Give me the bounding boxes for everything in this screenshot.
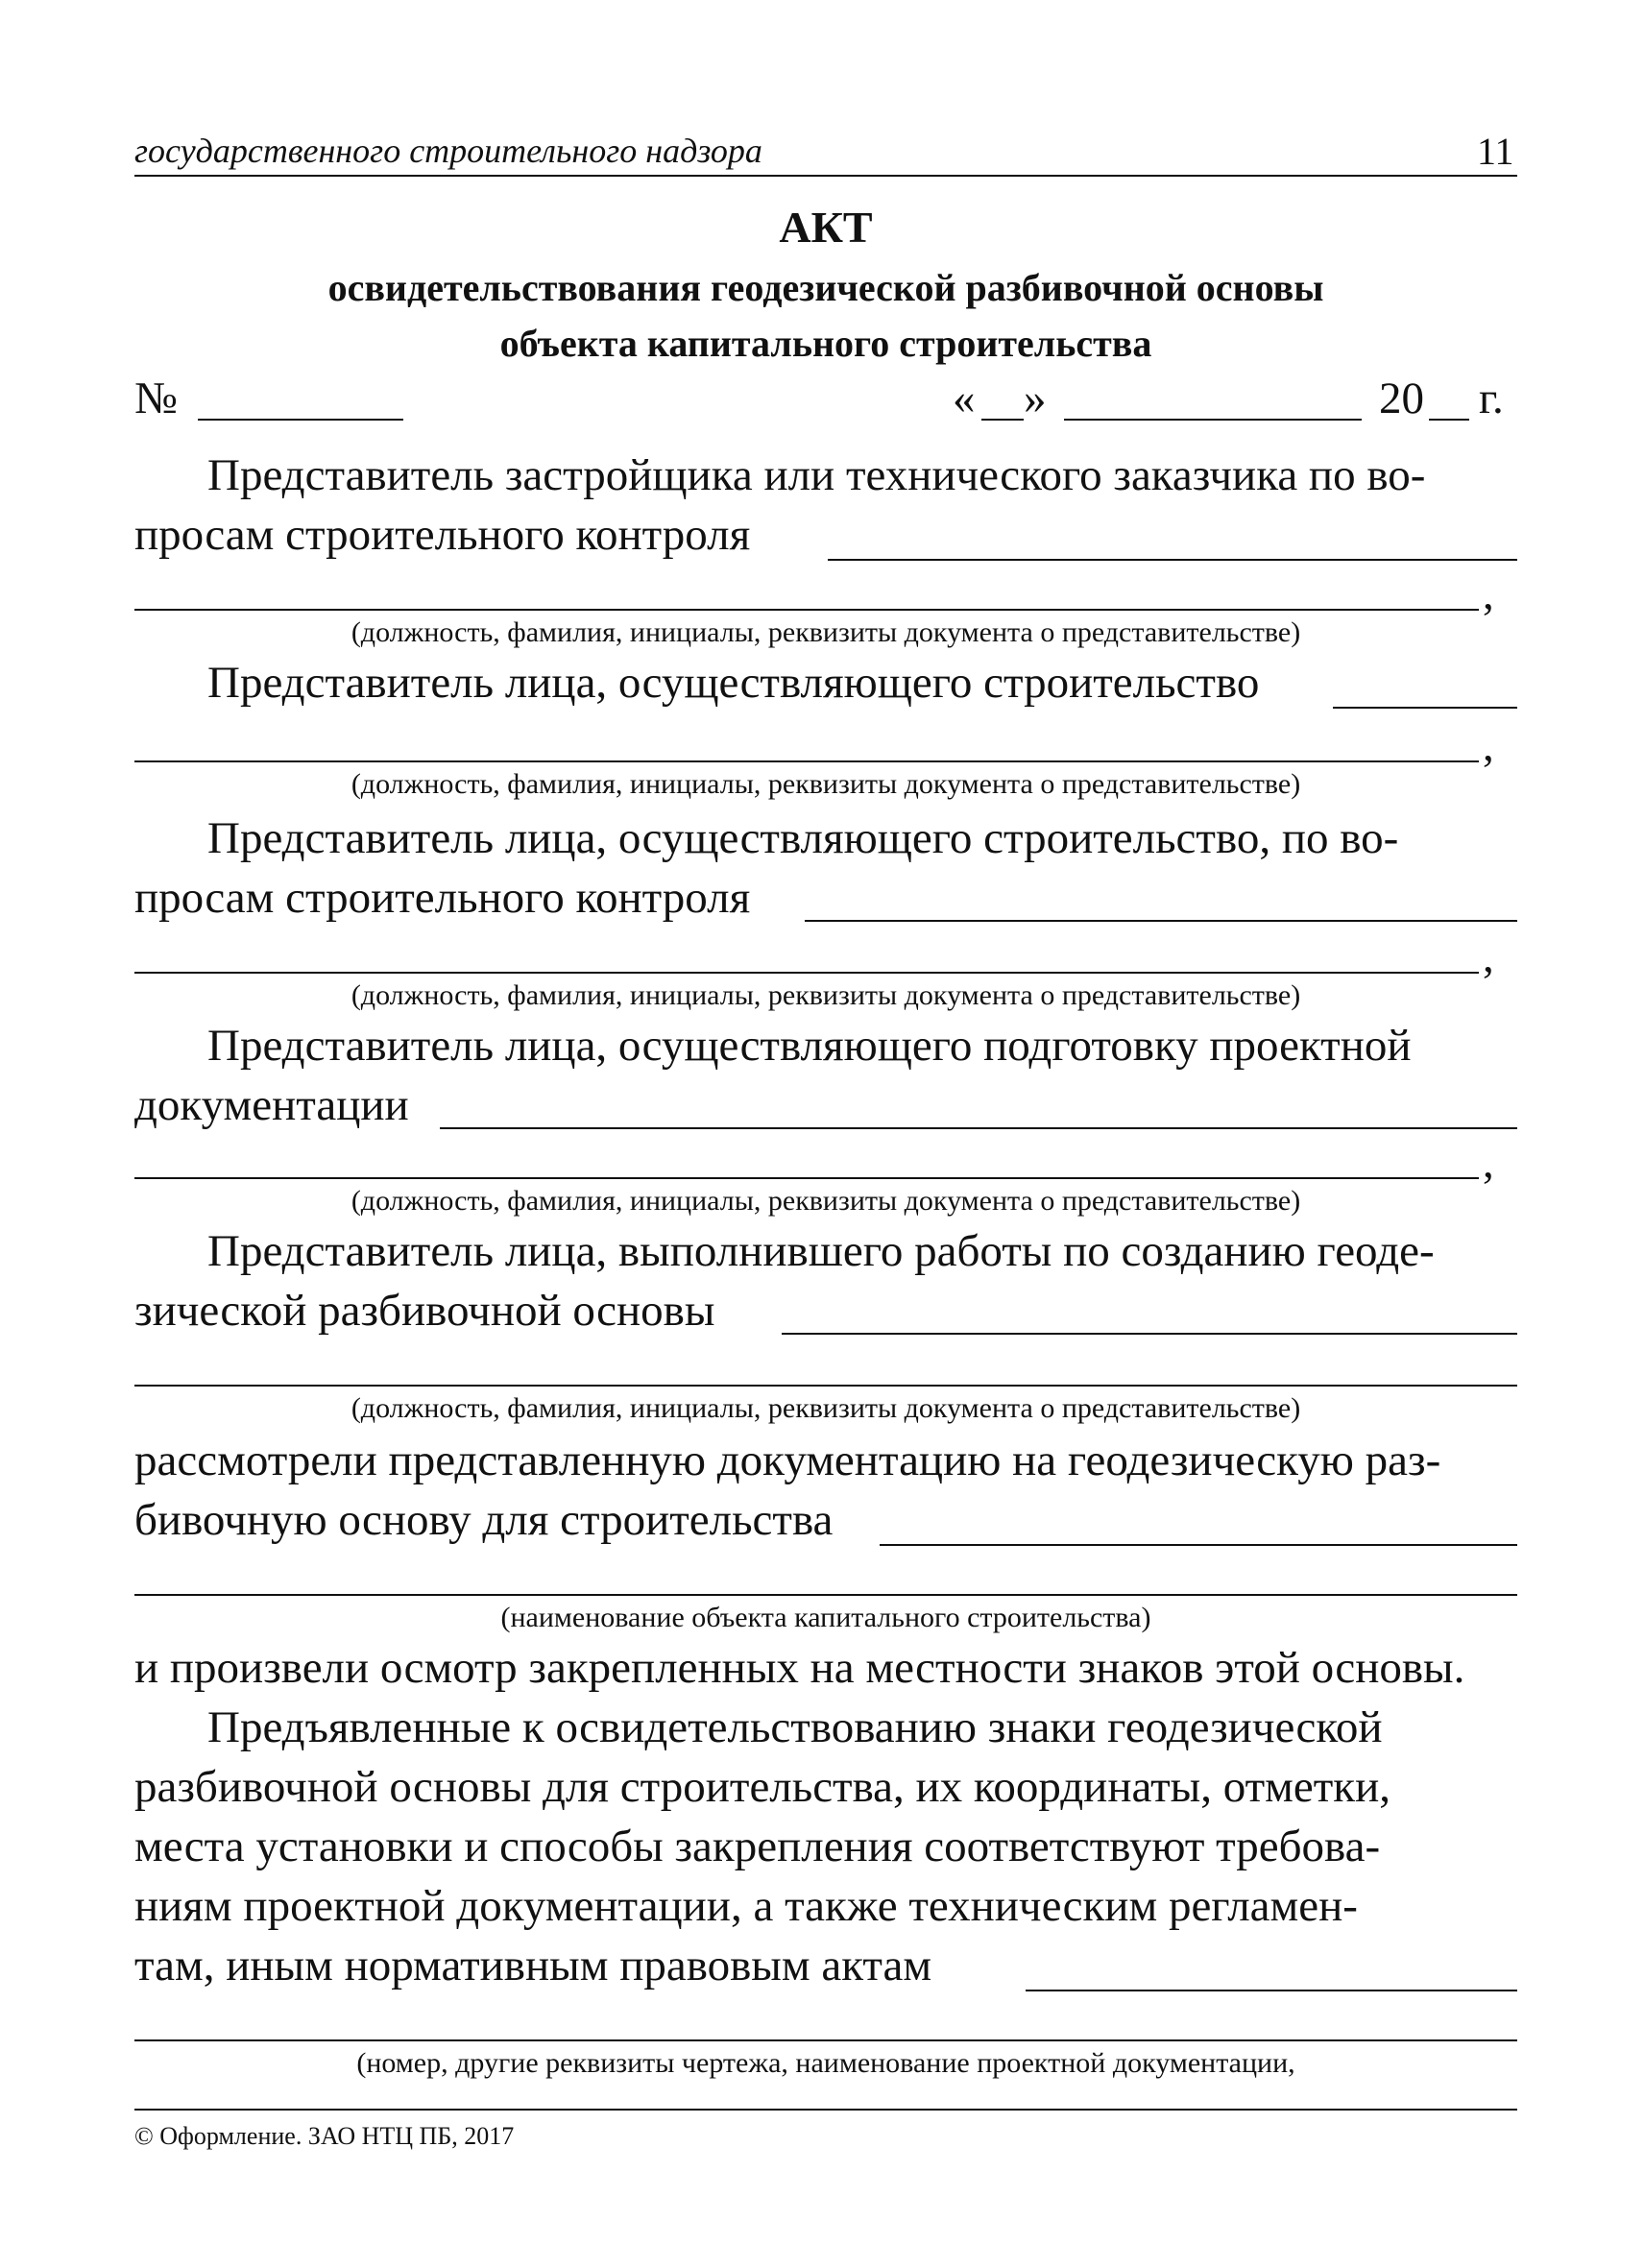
review-line2: бивочную основу для строительства [134, 1495, 834, 1545]
rep-customer-field-2[interactable] [134, 609, 1479, 611]
rep-surveyor-line2: зической разбивочной основы [134, 1286, 715, 1336]
object-field-2[interactable] [134, 1594, 1517, 1596]
caption-rep-4: (должность, фамилия, инициалы, реквизиты документа о представительстве) [351, 1185, 1301, 1217]
rep-surveyor-field[interactable] [782, 1333, 1517, 1335]
rep-builder-line1: Представитель лица, осуществляющего строительство [207, 658, 1260, 708]
conclusion-line4: ниям проектной документации, а также техническим регламен- [134, 1881, 1358, 1931]
page-number: 11 [1477, 130, 1514, 173]
norms-field[interactable] [1026, 1990, 1517, 1991]
copyright-footer: © Оформление. ЗАО НТЦ ПБ, 2017 [134, 2122, 515, 2150]
comma-4: , [1483, 1138, 1494, 1188]
review-line1: рассмотрели представленную документацию на геодезическую раз- [134, 1436, 1441, 1485]
rep-customer-line1: Представитель застройщика или технического заказчика по во- [207, 450, 1426, 500]
quote-close: » [1024, 374, 1047, 423]
conclusion-line5: там, иным нормативным правовым актам [134, 1941, 932, 1991]
caption-rep-2: (должность, фамилия, инициалы, реквизиты документа о представительстве) [351, 768, 1301, 800]
caption-rep-3: (должность, фамилия, инициалы, реквизиты документа о представительстве) [351, 979, 1301, 1011]
number-field[interactable] [198, 419, 403, 421]
year-suffix: г. [1479, 374, 1504, 423]
rep-builder-field[interactable] [1333, 707, 1517, 709]
rep-builder-control-line1: Представитель лица, осуществляющего строительство, по во- [207, 813, 1399, 863]
conclusion-line2: разбивочной основы для строительства, их координаты, отметки, [134, 1762, 1391, 1812]
conclusion-line1: Предъявленные к освидетельствованию знаки геодезической [207, 1702, 1383, 1752]
comma-3: , [1483, 932, 1494, 982]
year-field[interactable] [1429, 419, 1469, 421]
year-prefix: 20 [1379, 374, 1424, 423]
rep-designer-line1: Представитель лица, осуществляющего подготовку проектной [207, 1021, 1412, 1071]
running-header: государственного строительного надзора [134, 132, 762, 170]
month-field[interactable] [1064, 419, 1362, 421]
rep-designer-field-2[interactable] [134, 1177, 1479, 1179]
rep-surveyor-line1: Представитель лица, выполнившего работы по созданию геоде- [207, 1226, 1435, 1276]
comma-1: , [1483, 569, 1494, 619]
rep-designer-field[interactable] [440, 1127, 1517, 1129]
rep-surveyor-field-2[interactable] [134, 1385, 1517, 1387]
caption-rep-1: (должность, фамилия, инициалы, реквизиты документа о представительстве) [351, 616, 1301, 648]
drawing-field[interactable] [134, 2039, 1517, 2041]
rep-customer-field[interactable] [828, 559, 1517, 561]
quote-open: « [953, 374, 976, 423]
caption-rep-5: (должность, фамилия, инициалы, реквизиты документа о представительстве) [351, 1392, 1301, 1424]
doc-subtitle-2: объекта капитального строительства [499, 322, 1152, 365]
caption-drawing: (номер, другие реквизиты чертежа, наименование проектной документации, [356, 2047, 1295, 2079]
doc-title: АКТ [779, 203, 873, 252]
rep-designer-line2: документации [134, 1080, 409, 1130]
rep-builder-control-field-2[interactable] [134, 972, 1479, 974]
comma-2: , [1483, 721, 1494, 771]
doc-subtitle-1: освидетельствования геодезической разбивочной основы [327, 266, 1324, 309]
day-field[interactable] [981, 419, 1024, 421]
rep-builder-field-2[interactable] [134, 760, 1479, 762]
rep-builder-control-field[interactable] [805, 920, 1517, 922]
number-label: № [134, 374, 178, 423]
inspection-line: и произвели осмотр закрепленных на местности знаков этой основы. [134, 1643, 1465, 1693]
drawing-field-2[interactable] [134, 2109, 1517, 2111]
caption-object: (наименование объекта капитального строительства) [500, 1602, 1151, 1633]
header-rule [134, 175, 1517, 177]
rep-builder-control-line2: просам строительного контроля [134, 873, 751, 923]
rep-customer-line2: просам строительного контроля [134, 510, 751, 560]
conclusion-line3: места установки и способы закрепления соответствуют требова- [134, 1822, 1381, 1871]
object-field[interactable] [880, 1544, 1517, 1546]
